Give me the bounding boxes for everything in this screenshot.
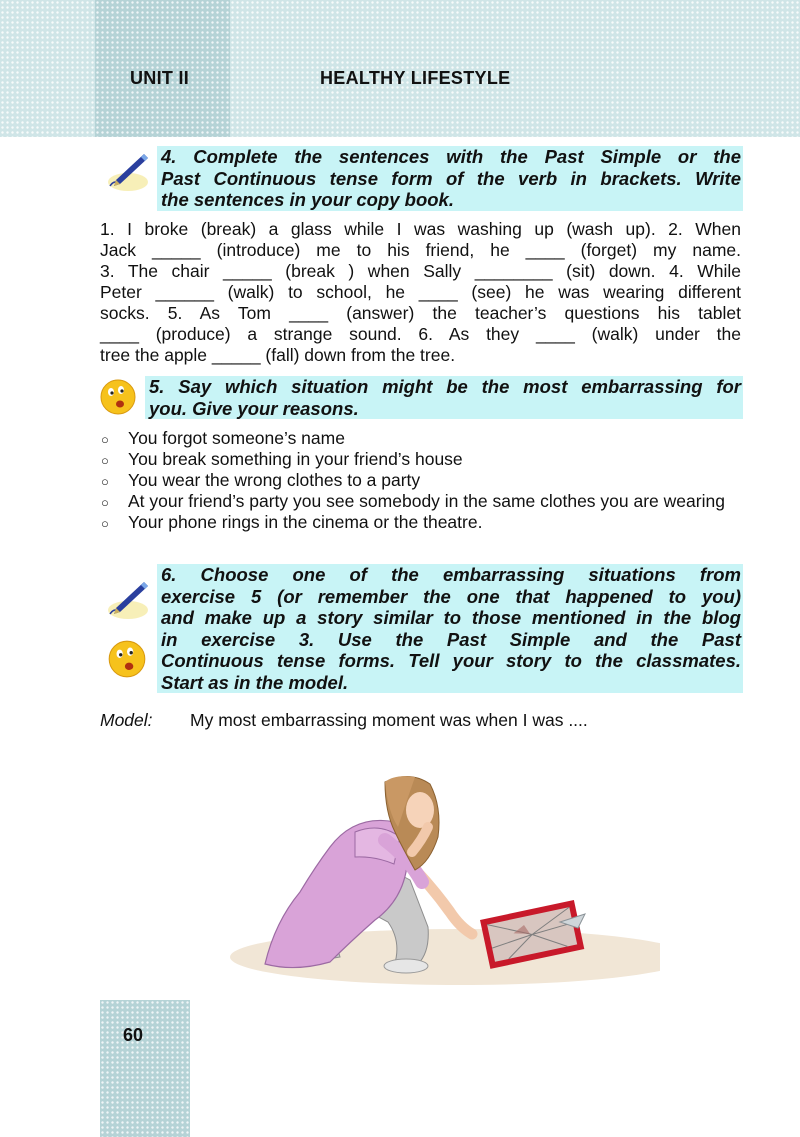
list-item: ○ At your friend’s party you see somebody in the same clothes you are wearing bbox=[101, 491, 725, 511]
task4-heading bbox=[157, 146, 743, 211]
smiley-icon bbox=[97, 377, 139, 417]
situations-list bbox=[100, 428, 750, 533]
model-text: My most embarrassing moment was when I was .... bbox=[190, 710, 588, 730]
model-label: Model: bbox=[100, 710, 153, 730]
task6-heading bbox=[157, 564, 743, 693]
list-item: ○ Your phone rings in the cinema or the theatre. bbox=[101, 512, 483, 532]
bullet-icon: ○ bbox=[101, 474, 109, 489]
task4-body-line: 1. I broke (break) a glass while I was washing up (wash up). 2. When bbox=[100, 219, 741, 239]
bullet-icon: ○ bbox=[101, 453, 109, 468]
list-item: ○ You forgot someone’s name bbox=[101, 428, 345, 448]
list-item: ○ You wear the wrong clothes to a party bbox=[101, 470, 421, 490]
task5-heading bbox=[145, 376, 743, 419]
bullet-icon: ○ bbox=[101, 516, 109, 531]
task6-heading-line: in exercise 3. Use the Past Simple and the Past bbox=[161, 628, 741, 650]
task6-heading-line: 6. Choose one of the embarrassing situations from bbox=[161, 564, 741, 585]
pen-icon bbox=[102, 578, 152, 622]
task4-body-line: Jack _____ (introduce) me to his friend, he ____ (forget) my name. bbox=[100, 240, 741, 260]
footer-accent-block bbox=[100, 1000, 190, 1137]
task4-body bbox=[100, 219, 741, 366]
girl-broken-mirror-illustration bbox=[180, 752, 660, 990]
task4-body-line: ____ (produce) a strange sound. 6. As they ____ (walk) under the bbox=[100, 324, 741, 344]
task5-heading-line: you. Give your reasons. bbox=[149, 397, 359, 419]
task4-body-line: socks. 5. As Tom ____ (answer) the teacher’s questions his tablet bbox=[100, 303, 741, 323]
pen-icon bbox=[102, 150, 152, 194]
smiley-icon bbox=[105, 638, 149, 680]
task6-heading-line: and make up a story similar to those mentioned in the blog bbox=[161, 607, 741, 628]
unit-title: HEALTHY LIFESTYLE bbox=[320, 68, 511, 88]
task4-body-line: tree the apple _____ (fall) down from the tree. bbox=[100, 345, 456, 365]
task5-heading-line: 5. Say which situation might be the most embarrassing for bbox=[149, 376, 741, 397]
bullet-icon: ○ bbox=[101, 432, 109, 447]
page-number: 60 bbox=[123, 1025, 144, 1045]
task4-body-line: 3. The chair _____ (break ) when Sally ________ (sit) down. 4. While bbox=[100, 261, 741, 281]
bullet-icon: ○ bbox=[101, 495, 109, 510]
task6-heading-line: exercise 5 (or remember the one that happened to you) bbox=[161, 585, 741, 607]
list-item: ○ You break something in your friend’s house bbox=[101, 449, 463, 469]
task4-body-line: Peter ______ (walk) to school, he ____ (see) he was wearing different bbox=[100, 282, 741, 302]
task6-heading-line: Continuous tense forms. Tell your story to the classmates. bbox=[161, 650, 741, 671]
unit-label: UNIT II bbox=[130, 68, 190, 88]
task4-heading-line: the sentences in your copy book. bbox=[161, 189, 454, 210]
task4-heading-line: Past Continuous tense form of the verb in brackets. Write bbox=[161, 167, 741, 189]
task6-heading-line: Start as in the model. bbox=[161, 671, 349, 693]
task4-heading-line: 4. Complete the sentences with the Past Simple or the bbox=[161, 146, 741, 167]
